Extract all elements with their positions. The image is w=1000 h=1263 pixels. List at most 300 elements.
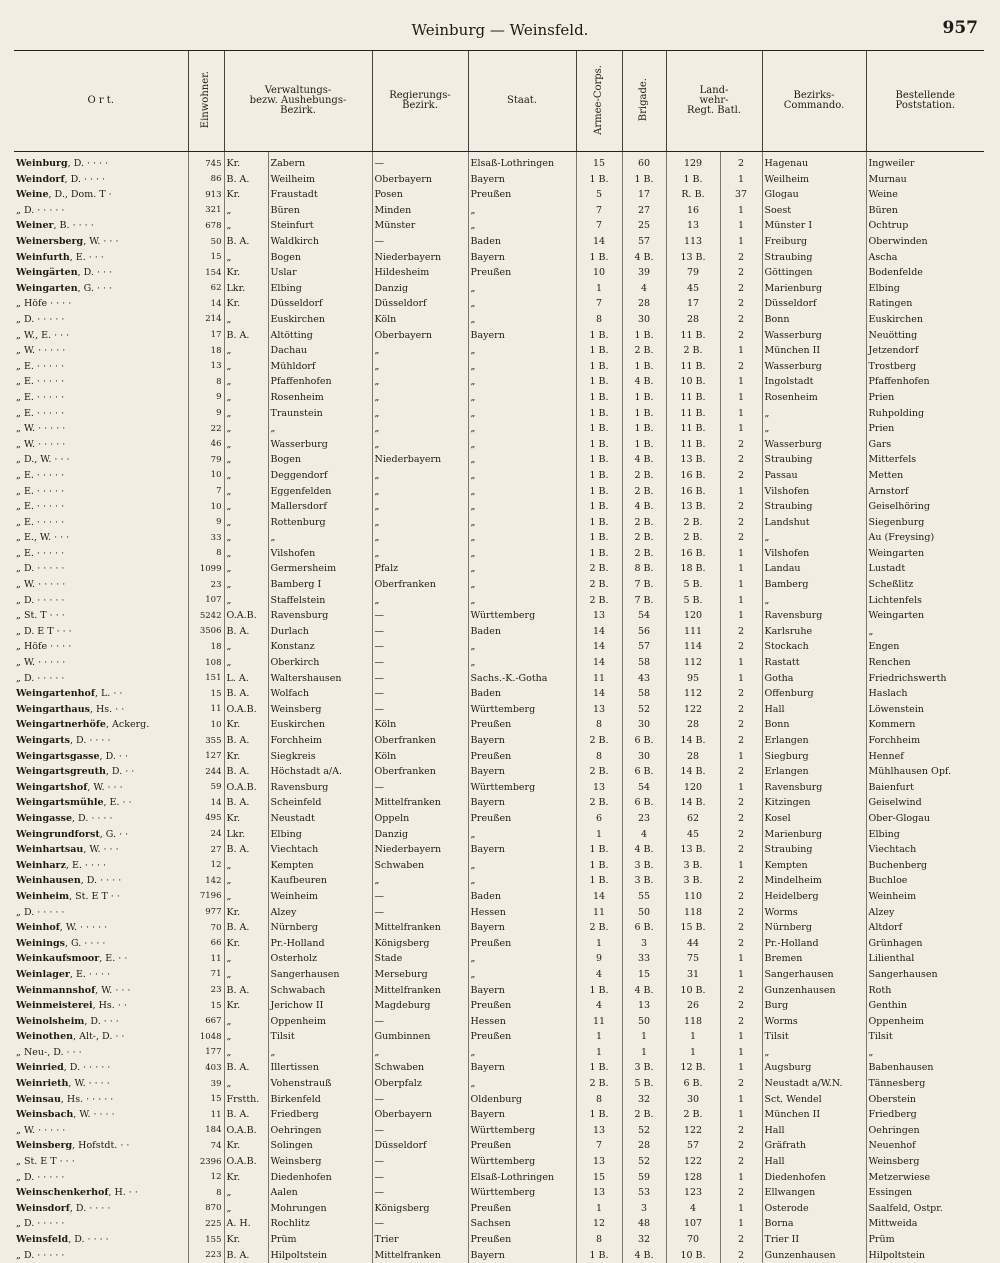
district-command: Hall <box>762 1154 866 1170</box>
army-corps: 2 B. <box>576 764 622 780</box>
govt-district: — <box>372 671 468 687</box>
admin-district: Viechtach <box>268 842 372 858</box>
post-station: Geiselhöring <box>866 499 984 515</box>
district-command: Landau <box>762 561 866 577</box>
admin-type: Lkr. <box>224 827 268 843</box>
table-row <box>14 967 984 983</box>
district-command: Heidelberg <box>762 889 866 905</box>
brigade: 3 B. <box>622 873 666 889</box>
header-regierung: Regierungs- Bezirk. <box>372 51 468 152</box>
landwehr-battalion: 1 <box>720 1060 762 1076</box>
army-corps: 7 <box>576 296 622 312</box>
landwehr-regiment: 5 B. <box>666 577 720 593</box>
brigade: 1 B. <box>622 172 666 188</box>
brigade: 6 B. <box>622 764 666 780</box>
army-corps: 1 <box>576 1201 622 1217</box>
post-station: Hilpoltstein <box>866 1248 984 1263</box>
govt-district: Mittelfranken <box>372 920 468 936</box>
admin-district: Bogen <box>268 250 372 266</box>
landwehr-battalion: 1 <box>720 780 762 796</box>
govt-district: Königsberg <box>372 936 468 952</box>
state: „ <box>468 406 576 422</box>
place-name: Weinkaufsmoor, E. · · <box>14 951 188 967</box>
admin-district: Mühldorf <box>268 359 372 375</box>
district-command: Rosenheim <box>762 390 866 406</box>
landwehr-battalion: 1 <box>720 1029 762 1045</box>
landwehr-regiment: 3 B. <box>666 873 720 889</box>
admin-district: Elbing <box>268 827 372 843</box>
table-row <box>14 187 984 203</box>
govt-district: „ <box>372 374 468 390</box>
population: 17 <box>188 328 224 344</box>
landwehr-battalion: 1 <box>720 577 762 593</box>
landwehr-battalion: 2 <box>720 717 762 733</box>
post-station: Weinsberg <box>866 1154 984 1170</box>
state: „ <box>468 296 576 312</box>
govt-district: Oppeln <box>372 811 468 827</box>
govt-district: „ <box>372 390 468 406</box>
header-landwehr: Land- wehr- Regt. Batl. <box>666 51 762 152</box>
admin-district: Durlach <box>268 624 372 640</box>
table-row <box>14 764 984 780</box>
brigade: 59 <box>622 1170 666 1186</box>
landwehr-regiment: 30 <box>666 1092 720 1108</box>
place-name: Weindorf, D. · · · · <box>14 172 188 188</box>
landwehr-battalion: 2 <box>720 811 762 827</box>
admin-type: „ <box>224 312 268 328</box>
admin-district: Traunstein <box>268 406 372 422</box>
place-name: Weinsdorf, D. · · · · <box>14 1201 188 1217</box>
page-header <box>0 18 1000 44</box>
govt-district: Niederbayern <box>372 250 468 266</box>
population: 13 <box>188 359 224 375</box>
admin-district: Kaufbeuren <box>268 873 372 889</box>
place-name: Weingartsgasse, D. · · <box>14 749 188 765</box>
place-name: Weingrundforst, G. · · <box>14 827 188 843</box>
brigade: 1 <box>622 1045 666 1061</box>
population: 403 <box>188 1060 224 1076</box>
landwehr-regiment: 118 <box>666 1014 720 1030</box>
govt-district: „ <box>372 437 468 453</box>
post-station: Engen <box>866 639 984 655</box>
admin-type: „ <box>224 858 268 874</box>
landwehr-battalion: 1 <box>720 1216 762 1232</box>
district-command: Rastatt <box>762 655 866 671</box>
landwehr-battalion: 1 <box>720 967 762 983</box>
state: „ <box>468 468 576 484</box>
landwehr-regiment: 16 B. <box>666 483 720 499</box>
place-name: Weingarthaus, Hs. · · <box>14 702 188 718</box>
header-armee-corps: Armee-Corps. <box>576 51 622 152</box>
army-corps: 1 B. <box>576 437 622 453</box>
district-command: „ <box>762 421 866 437</box>
place-name: „ D. · · · · · <box>14 593 188 609</box>
table-row <box>14 1201 984 1217</box>
govt-district: — <box>372 1092 468 1108</box>
brigade: 4 B. <box>622 452 666 468</box>
landwehr-regiment: 11 B. <box>666 359 720 375</box>
landwehr-regiment: 44 <box>666 936 720 952</box>
population: 15 <box>188 1092 224 1108</box>
army-corps: 11 <box>576 1014 622 1030</box>
admin-type: B. A. <box>224 1248 268 1263</box>
landwehr-regiment: 2 B. <box>666 343 720 359</box>
population: 9 <box>188 390 224 406</box>
army-corps: 1 <box>576 1045 622 1061</box>
admin-district: Diedenhofen <box>268 1170 372 1186</box>
army-corps: 1 <box>576 281 622 297</box>
govt-district: — <box>372 152 468 172</box>
table-row <box>14 686 984 702</box>
state: „ <box>468 530 576 546</box>
landwehr-battalion: 1 <box>720 483 762 499</box>
place-name: „ E. · · · · · <box>14 374 188 390</box>
district-command: Ravensburg <box>762 780 866 796</box>
district-command: Gräfrath <box>762 1138 866 1154</box>
landwehr-regiment: 13 B. <box>666 452 720 468</box>
table-row <box>14 152 984 172</box>
govt-district: Magdeburg <box>372 998 468 1014</box>
army-corps: 1 <box>576 1029 622 1045</box>
landwehr-battalion: 2 <box>720 1123 762 1139</box>
state: Württemberg <box>468 1185 576 1201</box>
place-name: „ W. · · · · · <box>14 655 188 671</box>
post-station: Murnau <box>866 172 984 188</box>
post-station: Elbing <box>866 281 984 297</box>
state: Preußen <box>468 998 576 1014</box>
landwehr-regiment: 13 B. <box>666 499 720 515</box>
govt-district: — <box>372 234 468 250</box>
army-corps: 1 B. <box>576 421 622 437</box>
district-command: Kosel <box>762 811 866 827</box>
population: 15 <box>188 998 224 1014</box>
post-station: Haslach <box>866 686 984 702</box>
landwehr-regiment: 10 B. <box>666 1248 720 1263</box>
table-row <box>14 1185 984 1201</box>
gazetteer-table <box>14 50 984 1263</box>
landwehr-battalion: 2 <box>720 328 762 344</box>
govt-district: Schwaben <box>372 858 468 874</box>
brigade: 28 <box>622 296 666 312</box>
population: 79 <box>188 452 224 468</box>
landwehr-battalion: 2 <box>720 1014 762 1030</box>
brigade: 58 <box>622 686 666 702</box>
admin-district: Rochlitz <box>268 1216 372 1232</box>
admin-district: Euskirchen <box>268 717 372 733</box>
admin-district: Rottenburg <box>268 515 372 531</box>
state: Preußen <box>468 1201 576 1217</box>
post-station: Renchen <box>866 655 984 671</box>
post-station: Pfaffenhofen <box>866 374 984 390</box>
admin-type: „ <box>224 561 268 577</box>
admin-district: Wolfach <box>268 686 372 702</box>
landwehr-battalion: 1 <box>720 203 762 219</box>
brigade: 13 <box>622 998 666 1014</box>
brigade: 52 <box>622 702 666 718</box>
post-station: Weingarten <box>866 546 984 562</box>
state: „ <box>468 561 576 577</box>
state: Preußen <box>468 936 576 952</box>
place-name: „ E. · · · · · <box>14 546 188 562</box>
place-name: Weinmannshof, W. · · · <box>14 982 188 998</box>
admin-type: „ <box>224 967 268 983</box>
header-brigade: Brigade. <box>622 51 666 152</box>
table-row <box>14 421 984 437</box>
landwehr-battalion: 1 <box>720 655 762 671</box>
place-name: „ D. · · · · · <box>14 203 188 219</box>
post-station: Metten <box>866 468 984 484</box>
state: Sachsen <box>468 1216 576 1232</box>
district-command: Hall <box>762 702 866 718</box>
army-corps: 7 <box>576 1138 622 1154</box>
population: 11 <box>188 1107 224 1123</box>
population: 7 <box>188 483 224 499</box>
admin-type: Kr. <box>224 187 268 203</box>
landwehr-battalion: 2 <box>720 312 762 328</box>
army-corps: 2 B. <box>576 1076 622 1092</box>
brigade: 4 B. <box>622 499 666 515</box>
landwehr-regiment: 26 <box>666 998 720 1014</box>
population: 7196 <box>188 889 224 905</box>
army-corps: 1 B. <box>576 1107 622 1123</box>
table-row <box>14 250 984 266</box>
landwehr-battalion: 2 <box>720 795 762 811</box>
army-corps: 1 B. <box>576 546 622 562</box>
landwehr-battalion: 1 <box>720 608 762 624</box>
state: „ <box>468 499 576 515</box>
state: „ <box>468 951 576 967</box>
brigade: 1 B. <box>622 359 666 375</box>
landwehr-regiment: 120 <box>666 608 720 624</box>
post-station: Lilienthal <box>866 951 984 967</box>
table-row <box>14 998 984 1014</box>
population: 214 <box>188 312 224 328</box>
govt-district: — <box>372 608 468 624</box>
admin-district: Birkenfeld <box>268 1092 372 1108</box>
army-corps: 13 <box>576 1185 622 1201</box>
place-name: Weinsberg, Hofstdt. · · <box>14 1138 188 1154</box>
admin-district: „ <box>268 421 372 437</box>
table-row <box>14 1076 984 1092</box>
brigade: 27 <box>622 203 666 219</box>
district-command: Ellwangen <box>762 1185 866 1201</box>
admin-type: „ <box>224 421 268 437</box>
army-corps: 4 <box>576 998 622 1014</box>
landwehr-regiment: 1 <box>666 1029 720 1045</box>
district-command: Sangerhausen <box>762 967 866 983</box>
admin-type: O.A.B. <box>224 608 268 624</box>
population: 1048 <box>188 1029 224 1045</box>
place-name: „ D. · · · · · <box>14 561 188 577</box>
landwehr-battalion: 2 <box>720 639 762 655</box>
admin-type: Kr. <box>224 265 268 281</box>
army-corps: 1 B. <box>576 1060 622 1076</box>
govt-district: Oberfranken <box>372 764 468 780</box>
table-row <box>14 795 984 811</box>
govt-district: — <box>372 780 468 796</box>
place-name: Weinolsheim, D. · · · <box>14 1014 188 1030</box>
brigade: 4 B. <box>622 374 666 390</box>
admin-district: Waltershausen <box>268 671 372 687</box>
govt-district: — <box>372 686 468 702</box>
population: 225 <box>188 1216 224 1232</box>
army-corps: 4 <box>576 967 622 983</box>
landwehr-regiment: 16 B. <box>666 468 720 484</box>
landwehr-regiment: 1 B. <box>666 172 720 188</box>
district-command: Göttingen <box>762 265 866 281</box>
admin-type: „ <box>224 437 268 453</box>
admin-district: Konstanz <box>268 639 372 655</box>
table-row <box>14 374 984 390</box>
admin-district: Aalen <box>268 1185 372 1201</box>
post-station: Euskirchen <box>866 312 984 328</box>
admin-type: Kr. <box>224 152 268 172</box>
state: Bayern <box>468 795 576 811</box>
govt-district: Schwaben <box>372 1060 468 1076</box>
table-row <box>14 1154 984 1170</box>
place-name: „ E. · · · · · <box>14 483 188 499</box>
brigade: 2 B. <box>622 343 666 359</box>
army-corps: 1 <box>576 827 622 843</box>
table-row <box>14 437 984 453</box>
district-command: Offenburg <box>762 686 866 702</box>
post-station: Ratingen <box>866 296 984 312</box>
admin-type: O.A.B. <box>224 780 268 796</box>
admin-type: „ <box>224 203 268 219</box>
admin-district: Nürnberg <box>268 920 372 936</box>
population: 155 <box>188 1232 224 1248</box>
district-command: Bamberg <box>762 577 866 593</box>
header-staat: Staat. <box>468 51 576 152</box>
army-corps: 1 B. <box>576 328 622 344</box>
table-row <box>14 312 984 328</box>
brigade: 54 <box>622 608 666 624</box>
district-command: Soest <box>762 203 866 219</box>
admin-district: Rosenheim <box>268 390 372 406</box>
admin-type: O.A.B. <box>224 702 268 718</box>
landwehr-regiment: 13 <box>666 218 720 234</box>
district-command: Bonn <box>762 717 866 733</box>
post-station: Babenhausen <box>866 1060 984 1076</box>
state: Bayern <box>468 920 576 936</box>
state: „ <box>468 577 576 593</box>
post-station: Metzerwiese <box>866 1170 984 1186</box>
army-corps: 13 <box>576 702 622 718</box>
admin-type: Kr. <box>224 717 268 733</box>
state: „ <box>468 359 576 375</box>
admin-district: Pr.-Holland <box>268 936 372 952</box>
govt-district: Köln <box>372 717 468 733</box>
brigade: 1 B. <box>622 421 666 437</box>
brigade: 2 B. <box>622 1107 666 1123</box>
govt-district: Mittelfranken <box>372 1248 468 1263</box>
post-station: „ <box>866 1045 984 1061</box>
population: 66 <box>188 936 224 952</box>
post-station: Löwenstein <box>866 702 984 718</box>
place-name: Weingartenhof, L. · · <box>14 686 188 702</box>
place-name: Weinmeisterei, Hs. · · <box>14 998 188 1014</box>
admin-type: Kr. <box>224 905 268 921</box>
army-corps: 2 B. <box>576 733 622 749</box>
place-name: „ E. · · · · · <box>14 359 188 375</box>
govt-district: „ <box>372 468 468 484</box>
district-command: Straubing <box>762 452 866 468</box>
govt-district: — <box>372 1123 468 1139</box>
post-station: Scheßlitz <box>866 577 984 593</box>
table-row <box>14 920 984 936</box>
brigade: 1 <box>622 1029 666 1045</box>
post-station: Lustadt <box>866 561 984 577</box>
district-command: Gunzenhausen <box>762 982 866 998</box>
state: Preußen <box>468 717 576 733</box>
state: „ <box>468 437 576 453</box>
brigade: 3 B. <box>622 1060 666 1076</box>
district-command: Trier II <box>762 1232 866 1248</box>
brigade: 48 <box>622 1216 666 1232</box>
landwehr-battalion: 1 <box>720 1107 762 1123</box>
table-row <box>14 234 984 250</box>
population: 107 <box>188 593 224 609</box>
landwehr-battalion: 1 <box>720 218 762 234</box>
post-station: Prüm <box>866 1232 984 1248</box>
army-corps: 1 B. <box>576 515 622 531</box>
admin-district: Oberkirch <box>268 655 372 671</box>
admin-type: B. A. <box>224 920 268 936</box>
govt-district: Oberbayern <box>372 172 468 188</box>
admin-district: Zabern <box>268 152 372 172</box>
admin-type: „ <box>224 593 268 609</box>
army-corps: 8 <box>576 749 622 765</box>
landwehr-battalion: 1 <box>720 234 762 250</box>
table-row <box>14 749 984 765</box>
brigade: 25 <box>622 218 666 234</box>
govt-district: — <box>372 1185 468 1201</box>
landwehr-battalion: 2 <box>720 889 762 905</box>
table-row <box>14 390 984 406</box>
state: Baden <box>468 234 576 250</box>
brigade: 55 <box>622 889 666 905</box>
population: 321 <box>188 203 224 219</box>
admin-type: „ <box>224 1076 268 1092</box>
admin-type: Kr. <box>224 811 268 827</box>
landwehr-regiment: 70 <box>666 1232 720 1248</box>
district-command: Neustadt a/W.N. <box>762 1076 866 1092</box>
population: 11 <box>188 951 224 967</box>
post-station: Buchloe <box>866 873 984 889</box>
table-row <box>14 530 984 546</box>
admin-type: „ <box>224 250 268 266</box>
landwehr-battalion: 2 <box>720 296 762 312</box>
population: 59 <box>188 780 224 796</box>
state: Bayern <box>468 842 576 858</box>
population: 10 <box>188 717 224 733</box>
place-name: „ D., W. · · · <box>14 452 188 468</box>
govt-district: Posen <box>372 187 468 203</box>
brigade: 52 <box>622 1154 666 1170</box>
admin-type: „ <box>224 468 268 484</box>
admin-district: Schwabach <box>268 982 372 998</box>
state: Bayern <box>468 172 576 188</box>
brigade: 4 B. <box>622 982 666 998</box>
population: 913 <box>188 187 224 203</box>
brigade: 3 <box>622 936 666 952</box>
govt-district: Niederbayern <box>372 452 468 468</box>
table-row <box>14 281 984 297</box>
population: 24 <box>188 827 224 843</box>
page-number: 957 <box>943 18 979 38</box>
admin-type: „ <box>224 530 268 546</box>
post-station: Siegenburg <box>866 515 984 531</box>
